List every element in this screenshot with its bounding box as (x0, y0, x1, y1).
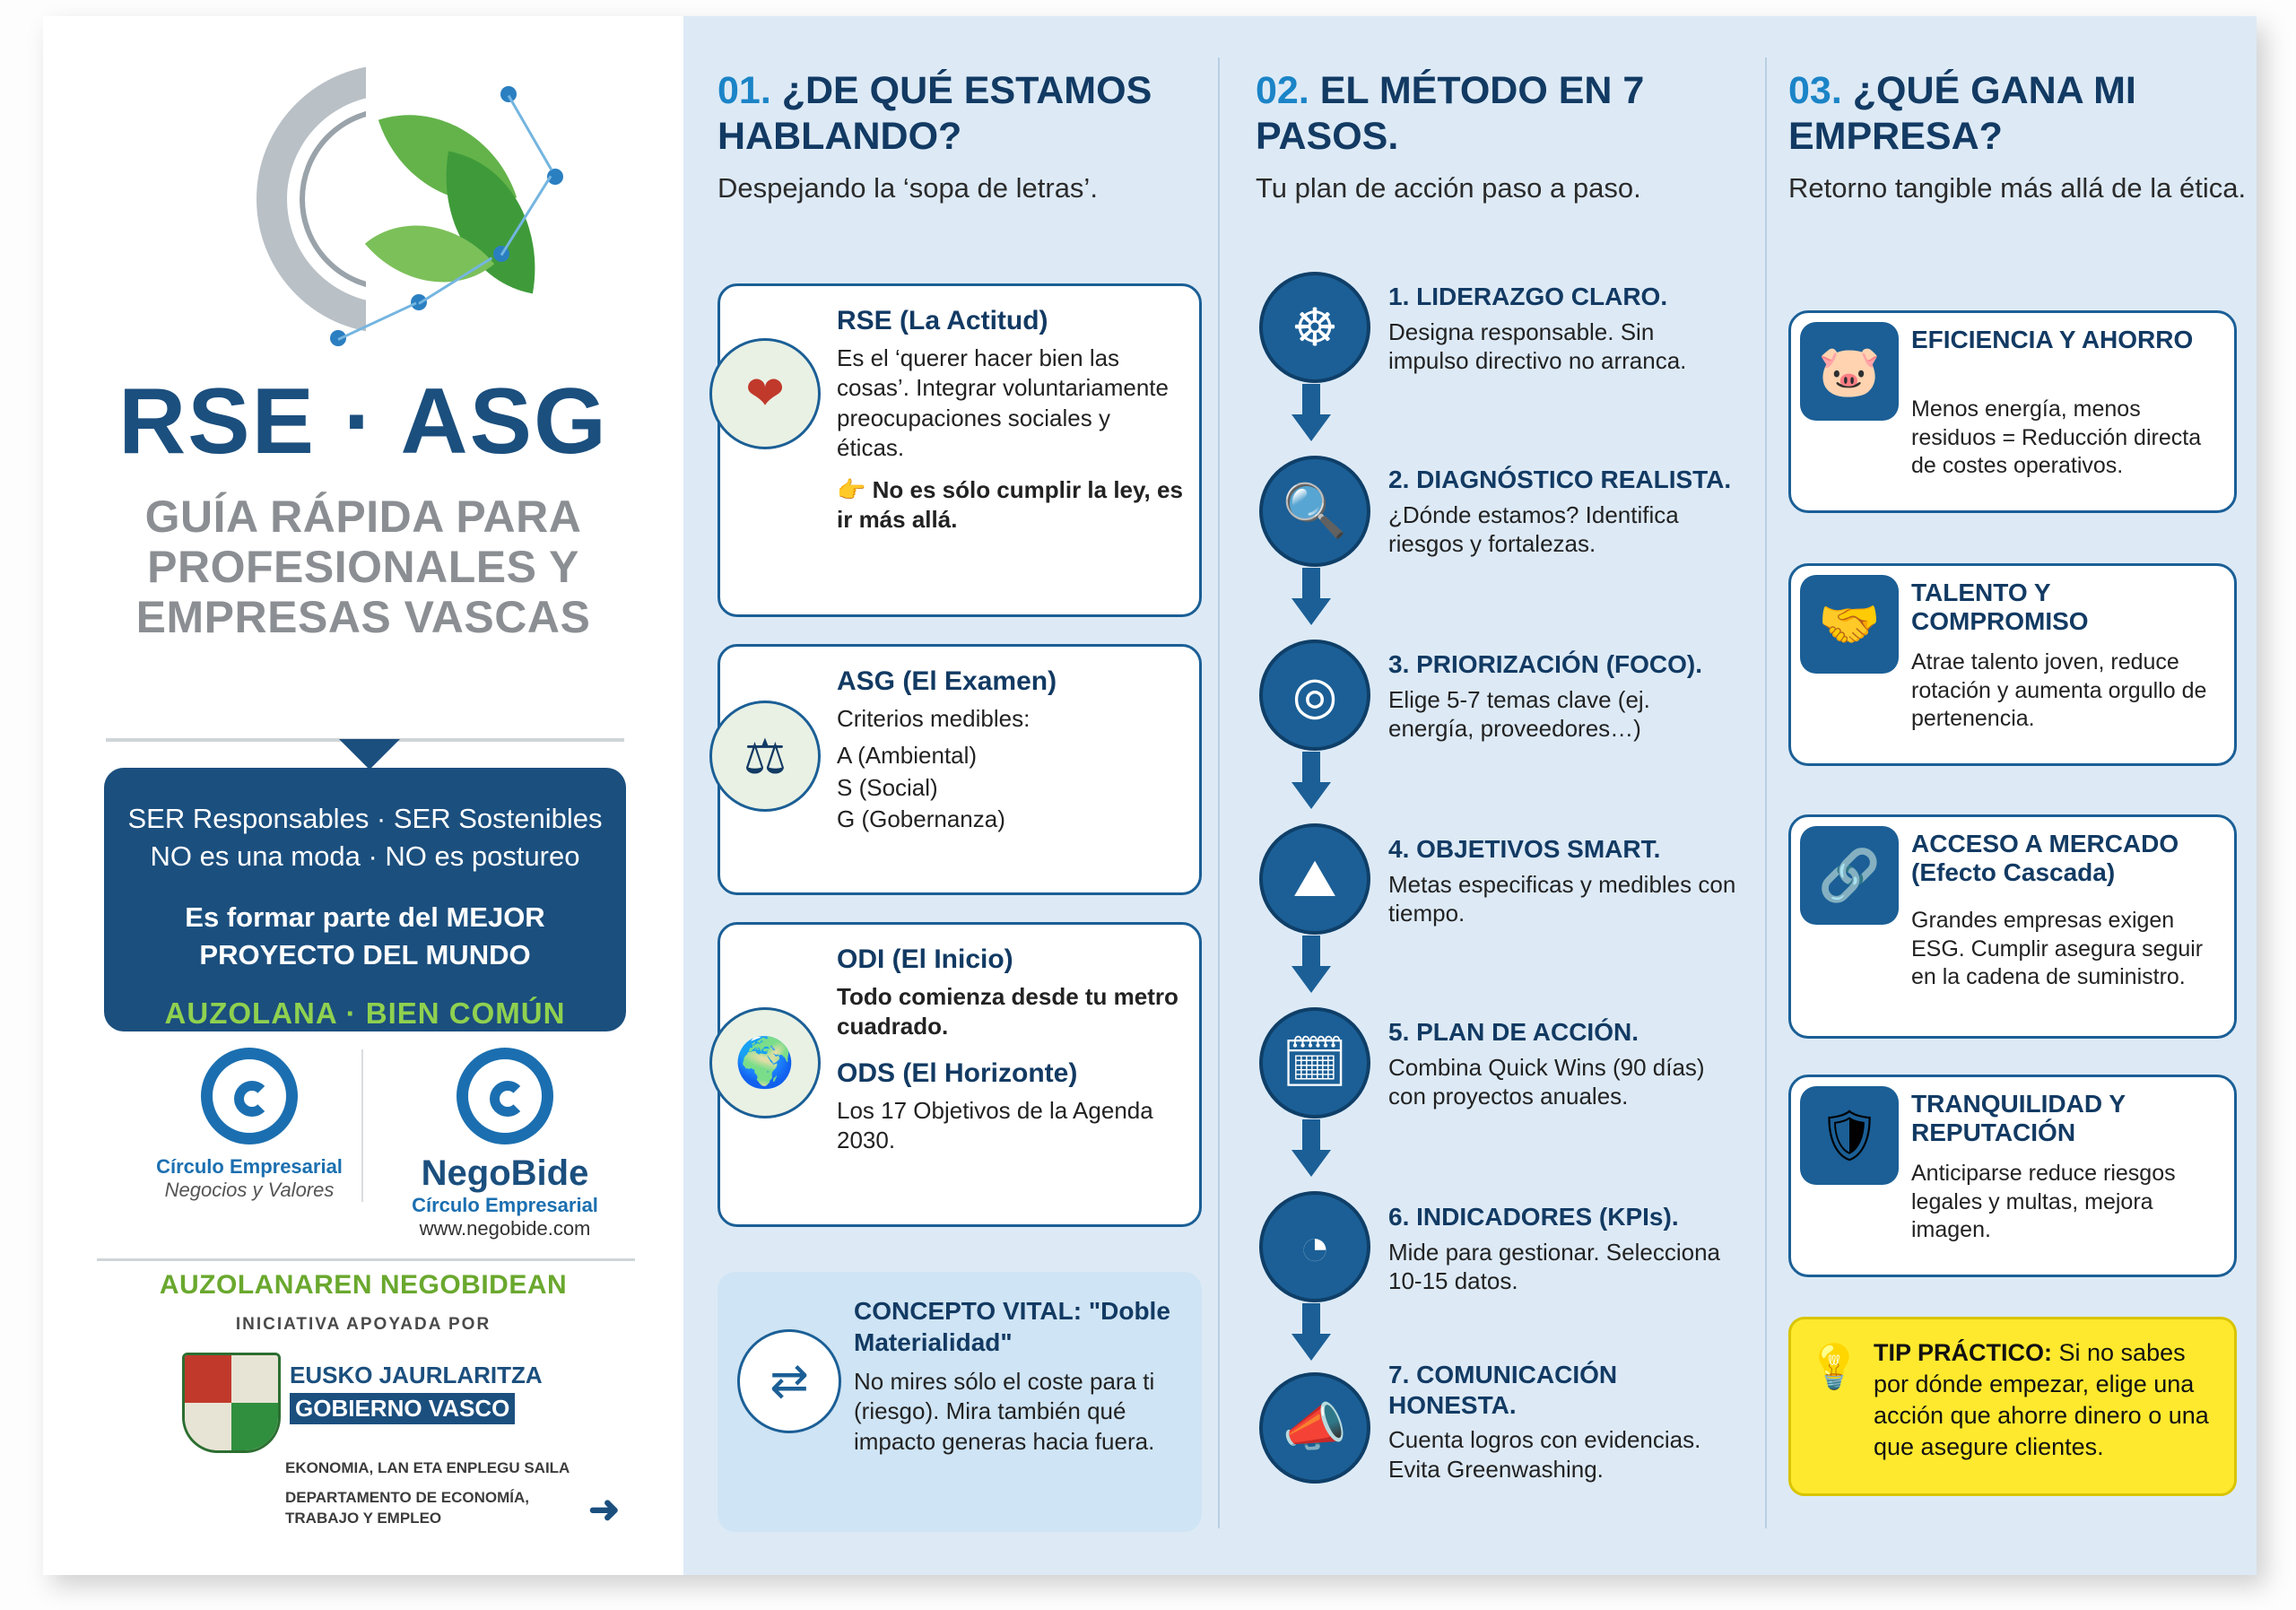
swirl-icon (201, 1048, 298, 1144)
coat-of-arms-icon (182, 1353, 281, 1453)
card-asg-body: Criterios medibles: (837, 705, 1031, 732)
ships-wheel-icon: ☸ (1259, 272, 1370, 383)
manifesto-line-2: Es formar parte del MEJOR PROYECTO DEL MUNDO (185, 901, 545, 970)
department-es: DEPARTAMENTO DE ECONOMÍA, TRABAJO Y EMPLEO (285, 1488, 530, 1527)
heart-brain-icon: ❤ (709, 338, 821, 449)
column3-subheading: Retorno tangible más allá de la ética. (1788, 172, 2247, 205)
step-1-desc: Designa responsable. Sin impulso directivo no arranca. (1388, 318, 1687, 375)
step-7-desc: Cuenta logros con evidencias. Evita Greenwashing. (1388, 1426, 1701, 1483)
step-5 (1388, 1017, 1738, 1111)
piggy-bank-icon: 🐷 (1800, 322, 1899, 421)
column1-number: 01. (718, 69, 771, 112)
card-odi-title: ODI (El Inicio) (837, 944, 1013, 974)
step-3 (1388, 649, 1738, 744)
card-ods-title: ODS (El Horizonte) (837, 1057, 1078, 1088)
logo-circulo-empresarial[interactable] (124, 1048, 375, 1202)
swirl-icon-2 (457, 1048, 553, 1144)
tip-box (1788, 1317, 2237, 1496)
magnifier-icon: 🔍 (1259, 456, 1370, 567)
column1-heading: ¿DE QUÉ ESTAMOS HABLANDO? (718, 69, 1152, 158)
column-separator-2 (1765, 57, 1767, 1528)
benefit-mercado (1788, 814, 2237, 1039)
logo1-name: Círculo Empresarial (156, 1155, 343, 1178)
column2-subheading: Tu plan de acción paso a paso. (1256, 172, 1641, 205)
benefit-3-title: ACCESO A MERCADO (Efecto Cascada) (1911, 830, 2179, 887)
brand-text (43, 370, 683, 642)
logo2-website[interactable]: www.negobide.com (419, 1217, 591, 1240)
department-text (285, 1458, 581, 1529)
card-asg-item-1: S (Social) (837, 773, 938, 801)
benefit-2-title: TALENTO Y COMPROMISO (1911, 579, 2089, 636)
step-2-title: 2. DIAGNÓSTICO REALISTA. (1388, 466, 1732, 493)
card-odi-ods (718, 922, 1202, 1227)
gauge-icon: ◔ (1259, 1191, 1370, 1302)
tip-label: TIP PRÁCTICO: (1874, 1339, 2053, 1366)
handshake-team-icon: 🤝 (1800, 575, 1899, 674)
benefit-4-body: Anticiparse reduce riesgos legales y multas, mejora imagen. (1911, 1161, 2176, 1242)
column1-subheading: Despejando la ‘sopa de letras’. (718, 172, 1098, 205)
step-3-desc: Elige 5-7 temas clave (ej. energía, proveedores…) (1388, 685, 1650, 743)
card-asg-item-0: A (Ambiental) (837, 742, 978, 770)
column3-header (1788, 68, 2273, 205)
logo1-tagline: Negocios y Valores (164, 1179, 335, 1201)
manifesto-line-3: AUZOLANA · BIEN COMÚN (164, 996, 566, 1031)
benefit-eficiencia (1788, 310, 2237, 513)
step-2-desc: ¿Dónde estamos? Identifica riesgos y fortalezas. (1388, 500, 1679, 558)
card-asg-title: ASG (El Examen) (837, 666, 1057, 696)
brand-column (43, 16, 683, 1575)
lightbulb-icon: 💡 (1807, 1344, 1861, 1391)
gov-line-2: GOBIERNO VASCO (290, 1393, 515, 1424)
step-6-title: 6. INDICADORES (KPIs). (1388, 1203, 1679, 1231)
card-rse (718, 283, 1202, 617)
column-separator-1 (1218, 57, 1220, 1528)
step-2 (1388, 465, 1738, 559)
step-7-title: 7. COMUNICACIÓN HONESTA. (1388, 1361, 1618, 1419)
step-5-title: 5. PLAN DE ACCIÓN. (1388, 1018, 1639, 1046)
gov-line-1: EUSKO JAURLARITZA (290, 1362, 543, 1388)
benefit-4-title: TRANQUILIDAD Y REPUTACIÓN (1911, 1090, 2126, 1147)
two-way-arrows-icon: ⇄ (737, 1329, 841, 1433)
step-5-desc: Combina Quick Wins (90 días) con proyectos anuales. (1388, 1053, 1705, 1110)
logo-divider (361, 1049, 363, 1202)
rse-asg-logo (142, 34, 590, 384)
tip-body: Si no sabes por dónde empezar, elige una acción que ahorre dinero o una que asegure clientes. (1874, 1339, 2209, 1461)
target-icon: ◎ (1259, 640, 1370, 751)
card-asg-item-2: G (Gobernanza) (837, 805, 1005, 832)
column3-heading: ¿QUÉ GANA MI EMPRESA? (1788, 69, 2136, 158)
logo-negobide[interactable] (375, 1048, 635, 1240)
step-6 (1388, 1202, 1738, 1296)
divider-2 (97, 1258, 635, 1261)
step-4 (1388, 834, 1738, 928)
supported-by-label: INICIATIVA APOYADA POR (235, 1315, 491, 1334)
chain-link-icon: 🔗 (1800, 826, 1899, 925)
step-4-desc: Metas especificas y medibles con tiempo. (1388, 870, 1736, 927)
department-eu: EKONOMIA, LAN ETA ENPLEGU SAILA (285, 1459, 570, 1476)
card-rse-body: Es el ‘querer hacer bien las cosas’. Integrar voluntariamente preocupaciones sociales y éticas. (837, 344, 1169, 461)
euskera-slogan: AUZOLANAREN NEGOBIDEAN (159, 1270, 568, 1300)
calendar-check-icon: 🗓 (1259, 1007, 1370, 1118)
partner-logos (97, 1048, 635, 1254)
benefit-2-body: Atrae talento joven, reduce rotación y aumenta orgullo de pertenencia. (1911, 649, 2207, 731)
column-benefits (1769, 16, 2257, 1575)
shield-check-icon: 🛡 (1800, 1086, 1899, 1185)
benefit-reputacion (1788, 1075, 2237, 1277)
step-1-title: 1. LIDERAZGO CLARO. (1388, 283, 1668, 310)
column2-header (1256, 68, 1740, 205)
globe-growth-icon: 🌍 (709, 1007, 821, 1118)
arrow-down-icon (339, 739, 400, 770)
benefit-talento (1788, 563, 2237, 766)
column2-heading: EL MÉTODO EN 7 PASOS. (1256, 69, 1645, 158)
concept-body: No mires sólo el coste para ti (riesgo). Mira también qué impacto generas hacia fuera. (854, 1368, 1155, 1455)
page-subtitle: GUÍA RÁPIDA PARA PROFESIONALES Y EMPRESAS VASCAS (135, 492, 591, 642)
card-ods-body: Los 17 Objetivos de la Agenda 2030. (837, 1096, 1153, 1153)
step-6-desc: Mide para gestionar. Selecciona 10-15 datos. (1388, 1238, 1721, 1295)
column-method (1222, 16, 1769, 1575)
column-definitions (683, 16, 1222, 1575)
card-odi-body: Todo comienza desde tu metro cuadrado. (837, 983, 1178, 1040)
card-asg (718, 644, 1202, 895)
concept-vital-box (718, 1272, 1202, 1532)
basque-government-logo (173, 1353, 559, 1451)
card-rse-note: 👉 No es sólo cumplir la ley, es ir más allá. (837, 476, 1183, 534)
logo2-name: NegoBide (421, 1153, 589, 1193)
step-3-title: 3. PRIORIZACIÓN (FOCO). (1388, 650, 1702, 678)
column3-number: 03. (1788, 69, 1842, 112)
column2-number: 02. (1256, 69, 1309, 112)
manifesto-badge (104, 768, 626, 1031)
step-1 (1388, 282, 1738, 376)
column1-header (718, 68, 1202, 205)
arrow-right-icon: ➜ (588, 1488, 621, 1530)
step-4-title: 4. OBJETIVOS SMART. (1388, 835, 1661, 863)
mountain-flag-icon: ⛰ (1259, 823, 1370, 935)
logo2-tagline: Círculo Empresarial (412, 1194, 598, 1216)
page-title: RSE · ASG (118, 370, 608, 474)
benefit-3-body: Grandes empresas exigen ESG. Cumplir asegura seguir en la cadena de suministro. (1911, 908, 2204, 989)
balance-scale-icon: ⚖ (709, 701, 821, 812)
manifesto-line-1: SER Responsables · SER Sostenibles NO es una moda · NO es postureo (127, 803, 603, 872)
leaves-icon (370, 70, 577, 330)
poster-sheet (43, 16, 2257, 1575)
benefit-1-body: Menos energía, menos residuos = Reducción directa de costes operativos. (1911, 396, 2202, 478)
megaphone-icon: 📣 (1259, 1372, 1370, 1484)
concept-title: CONCEPTO VITAL: "Doble Materialidad" (854, 1297, 1170, 1356)
benefit-1-title: EFICIENCIA Y AHORRO (1911, 326, 2194, 353)
step-7 (1388, 1360, 1738, 1484)
card-rse-title: RSE (La Actitud) (837, 306, 1048, 335)
